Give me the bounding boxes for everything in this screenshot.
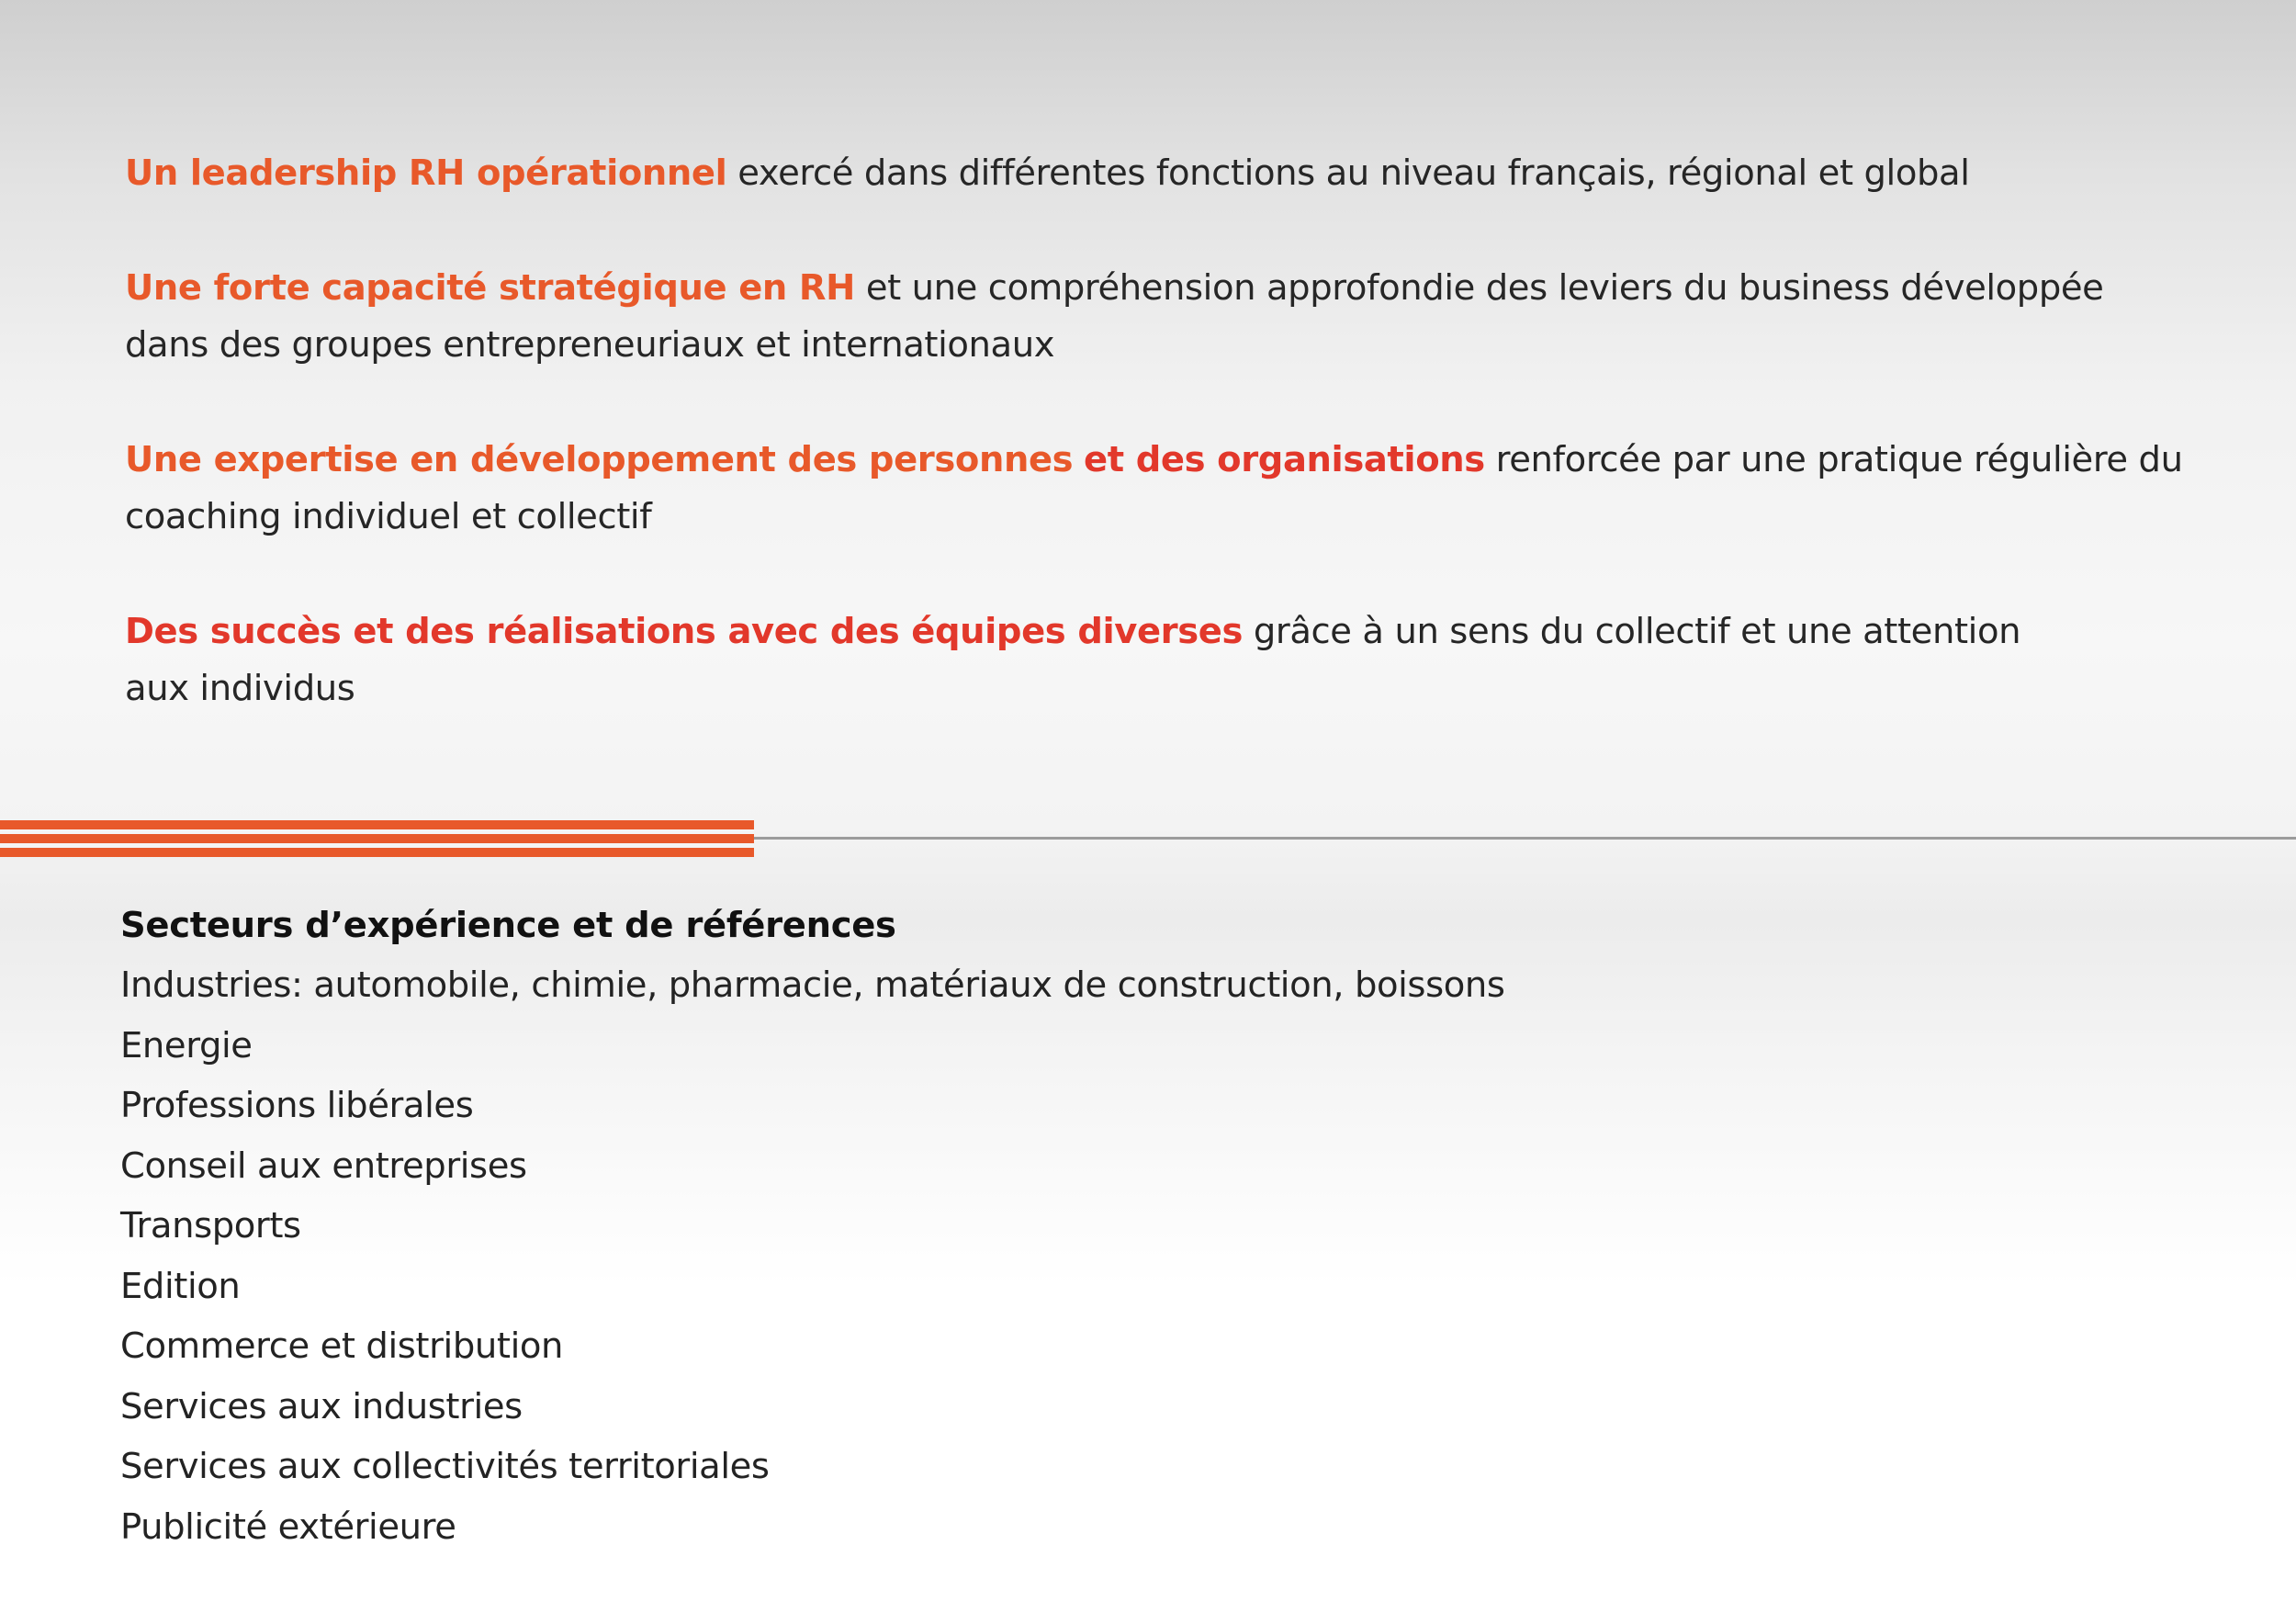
highlight-paragraph (125, 145, 2237, 202)
highlight-text: grâce à un sens du collectif et une attention (1253, 611, 2021, 652)
sector-item: Publicité extérieure (120, 1506, 456, 1548)
sectors-title: Secteurs d’expérience et de références (120, 905, 896, 946)
highlight-text-continuation: dans des groupes entrepreneuriaux et internationaux (125, 324, 1055, 366)
sectors-list (120, 955, 1505, 1557)
sector-item: Professions libérales (120, 1085, 474, 1126)
highlight-lead: Un leadership RH opérationnel (125, 152, 727, 194)
highlight-text: renforcée par une pratique régulière du (1495, 439, 2183, 480)
highlight-paragraph (125, 432, 2237, 546)
highlight-text-continuation: coaching individuel et collectif (125, 496, 652, 537)
highlight-paragraph (125, 260, 2237, 374)
section-divider (0, 820, 2296, 857)
sectors-section (120, 896, 1505, 1557)
highlight-text: exercé dans différentes fonctions au niveau français, régional et global (737, 152, 1970, 194)
sector-item: Conseil aux entreprises (120, 1145, 527, 1187)
sector-item: Energie (120, 1024, 253, 1066)
sector-item: Services aux industries (120, 1385, 523, 1427)
sector-item: Industries: automobile, chimie, pharmacie, matériaux de construction, boissons (120, 964, 1505, 1006)
highlight-paragraph (125, 603, 2237, 717)
sector-item: Services aux collectivités territoriales (120, 1446, 770, 1487)
highlight-lead: Des succès et des réalisations avec des équipes diverses (125, 611, 1244, 652)
sector-item: Commerce et distribution (120, 1325, 564, 1367)
sector-item: Edition (120, 1265, 241, 1307)
highlight-lead-red: et des organisations (1084, 439, 1485, 480)
highlight-text: et une compréhension approfondie des leviers du business développée (865, 267, 2104, 309)
highlight-lead: Une expertise en développement des personnes (125, 439, 1074, 480)
highlight-lead: Une forte capacité stratégique en RH (125, 267, 856, 309)
divider-accent-bar (0, 820, 754, 857)
highlight-text-continuation: aux individus (125, 668, 355, 709)
sector-item: Transports (120, 1205, 301, 1246)
divider-rule (754, 837, 2296, 840)
highlights-section (125, 145, 2237, 775)
